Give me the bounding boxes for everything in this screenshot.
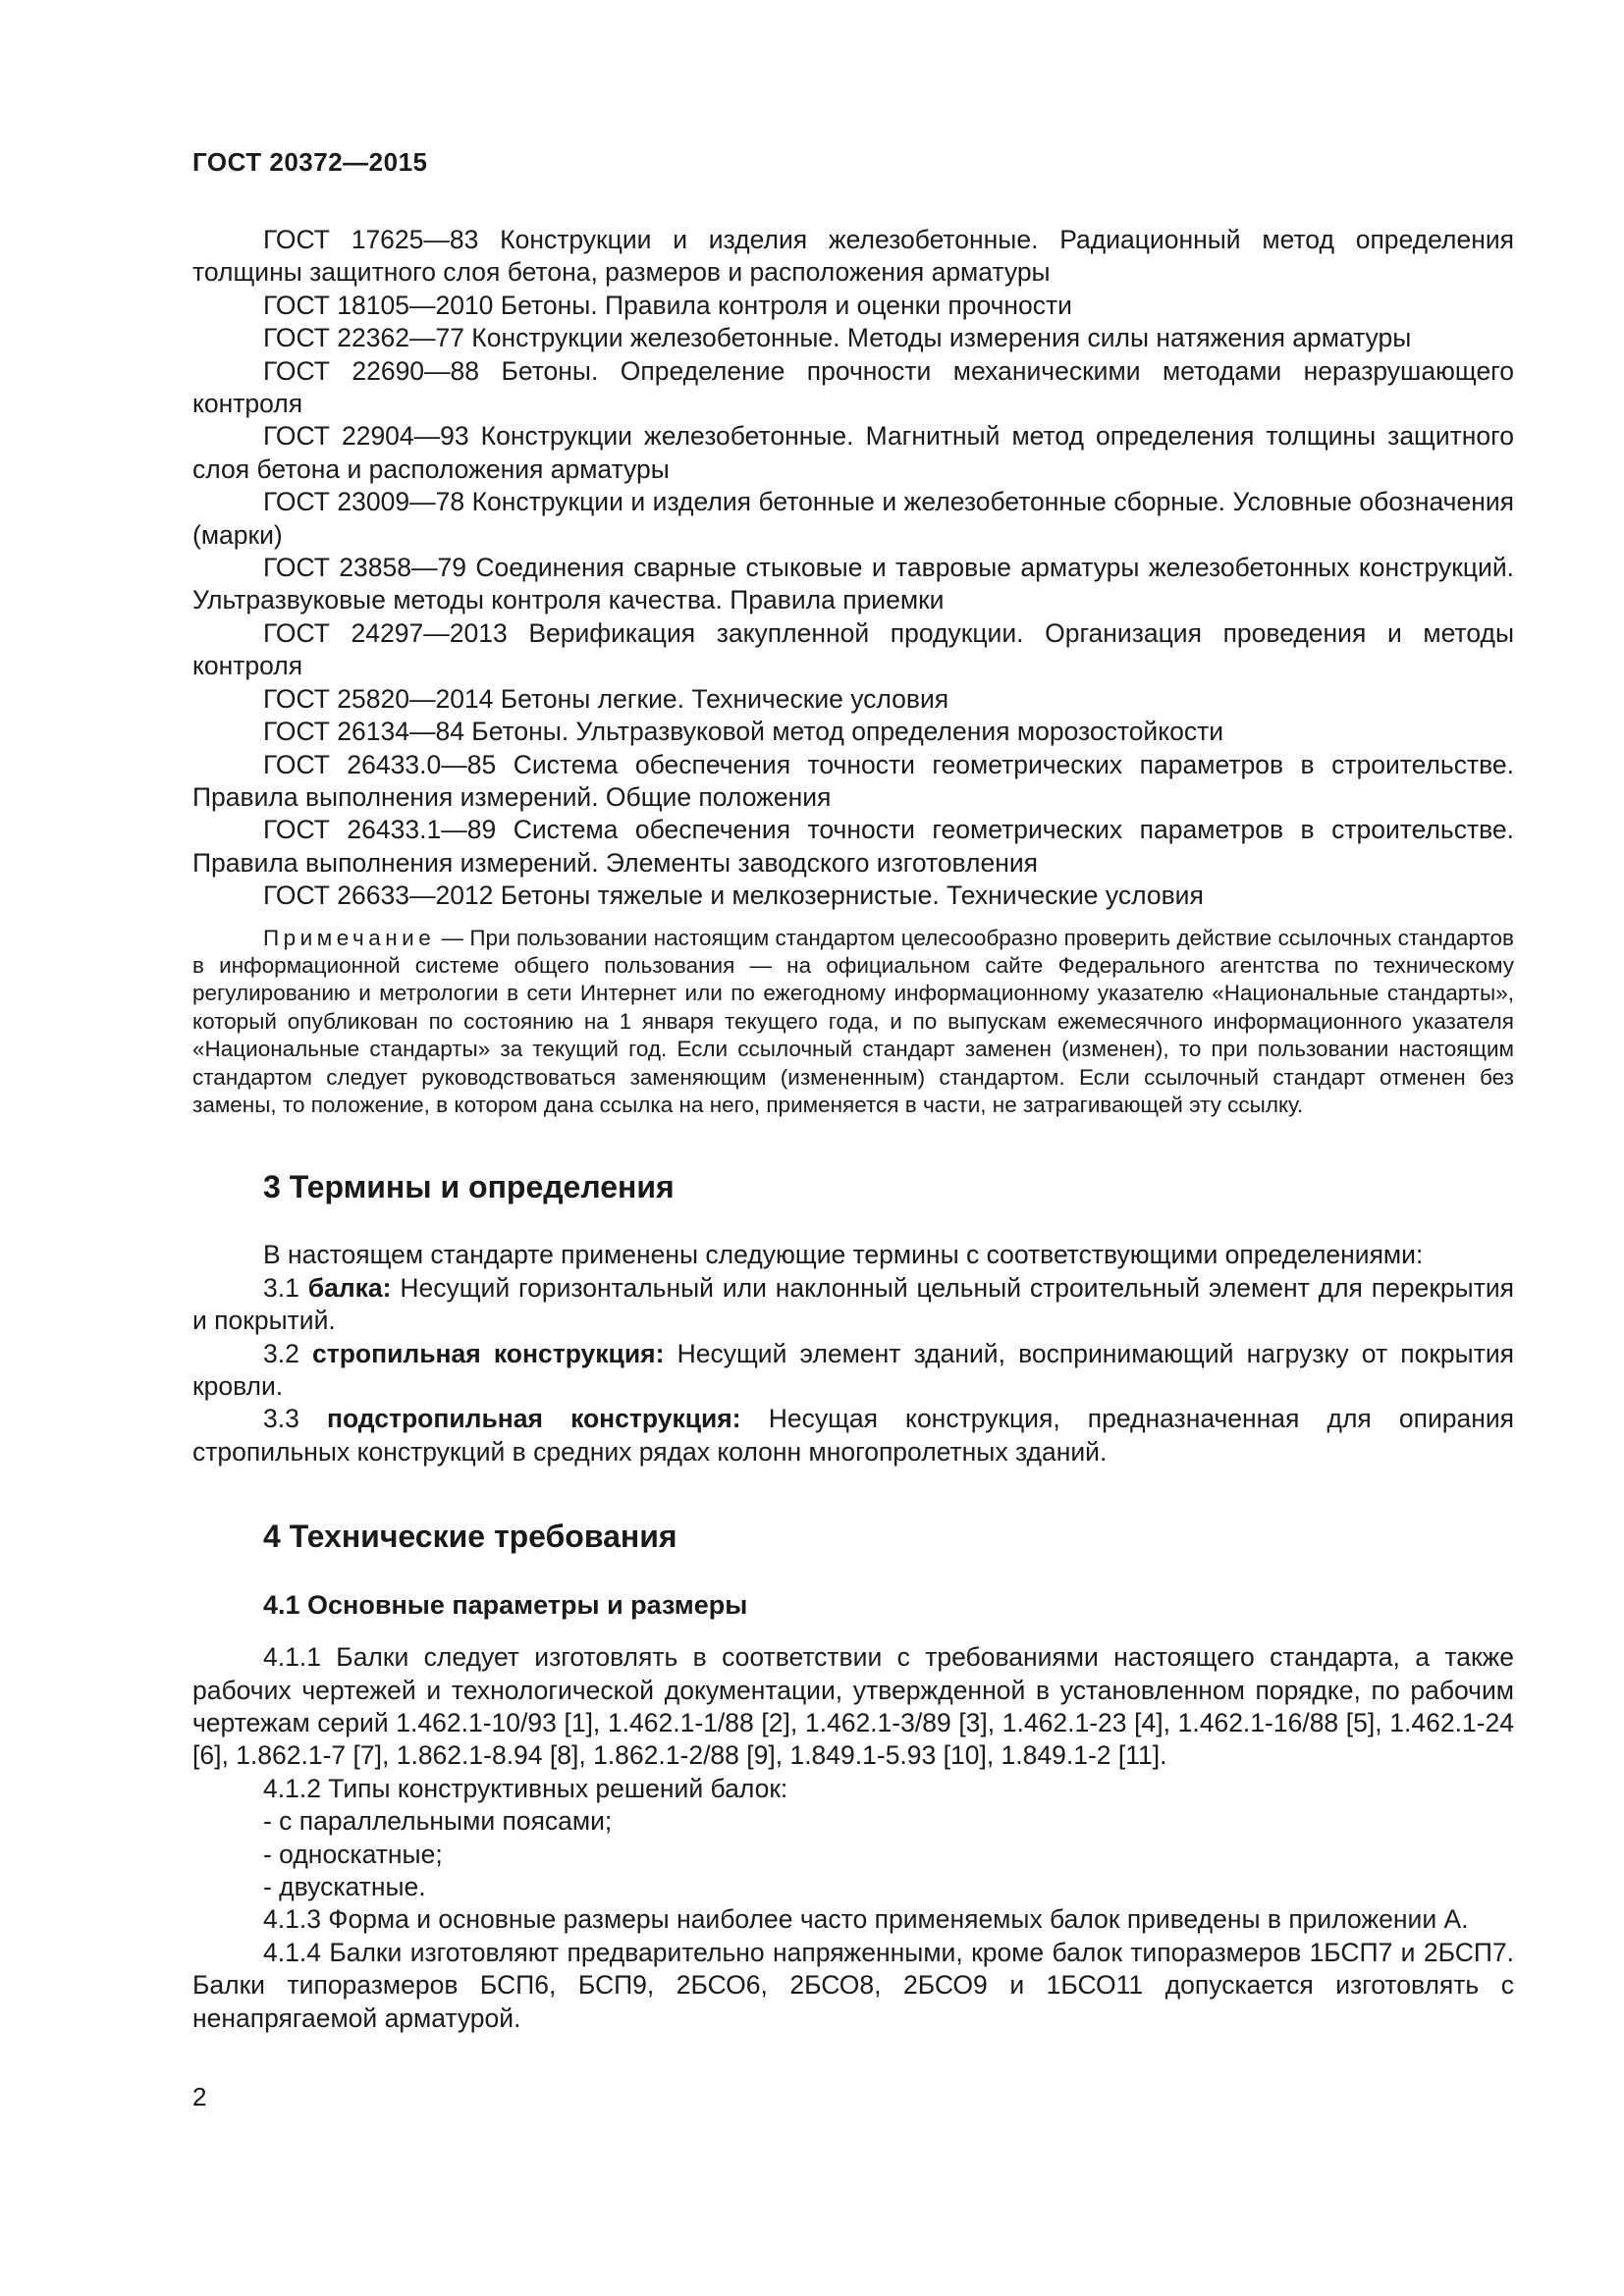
term-definition xyxy=(192,1272,1514,1338)
term-name: стропильная конструкция: xyxy=(312,1338,665,1368)
term-text: Несущая конструкция, предназначенная для опирания стропильных конструкций в средних рядах колонн многопролетных зданий. xyxy=(192,1404,1515,1467)
reference-item: ГОСТ 22690—88 Бетоны. Определение прочности механическими методами неразрушающего контроля xyxy=(192,355,1514,419)
clause-4-1-4: 4.1.4 Балки изготовляют предварительно напряженными, кроме балок типоразмеров 1БСП7 и 2БСП7. Балки типоразмеров БСП6, БСП9, 2БСО6, 2БСО8, 2БСО9 и 1БСО11 допускается изготовлять с ненапрягаемой арматурой. xyxy=(192,1937,1514,2033)
reference-item: ГОСТ 26633—2012 Бетоны тяжелые и мелкозернистые. Технические условия xyxy=(263,881,1204,911)
term-name: балка: xyxy=(307,1272,392,1303)
beam-type-item: - односкатные; xyxy=(263,1839,443,1869)
section-3-intro: В настоящем стандарте применены следующие термины с соответствующими определениями: xyxy=(263,1240,1424,1270)
term-number: 3.3 xyxy=(263,1404,327,1434)
reference-item: ГОСТ 23858—79 Соединения сварные стыковые и тавровые арматуры железобетонных конструкций. Ультразвуковые методы контроля качества. Правила приемки xyxy=(192,553,1514,615)
document-body xyxy=(192,224,1514,2035)
term-text: Несущий горизонтальный или наклонный цельный строительный элемент для перекрытия и покрытий. xyxy=(192,1272,1514,1336)
beam-type-item: - двускатные. xyxy=(263,1872,426,1902)
page-number: 2 xyxy=(192,2082,207,2111)
reference-item: ГОСТ 26134—84 Бетоны. Ультразвуковой метод определения морозостойкости xyxy=(263,717,1224,747)
clause-4-1-1: 4.1.1 Балки следует изготовлять в соответствии с требованиями настоящего стандарта, а также рабочих чертежей и технологической документации, утвержденной в установленном порядке, по рабочим чертежам серий 1.462.1-10/93 [1], 1.462.1-1/88 [2], 1.462.1-3/89 [3], 1.462.1-23 [4], 1.462.1-16/88 [5], 1.462.1-24 [6], 1.862.1-7 [7], 1.862.1-8.94 [8], 1.862.1-2/88 [9], 1.849.1-5.93 [10], 1.849.1-2 [11]. xyxy=(192,1642,1514,1771)
clause-4-1-2: 4.1.2 Типы конструктивных решений балок: xyxy=(263,1773,788,1803)
beam-type-item: - с параллельными поясами; xyxy=(263,1806,613,1837)
term-definition xyxy=(192,1338,1514,1404)
document-header: ГОСТ 20372—2015 xyxy=(192,147,428,177)
term-definition xyxy=(192,1403,1514,1468)
reference-item: ГОСТ 25820—2014 Бетоны легкие. Технические условия xyxy=(263,683,949,714)
reference-item: ГОСТ 22904—93 Конструкции железобетонные. Магнитный метод определения толщины защитного слоя бетона и расположения арматуры xyxy=(192,421,1514,484)
term-name: подстропильная конструкция: xyxy=(326,1404,741,1434)
reference-item: ГОСТ 18105—2010 Бетоны. Правила контроля и оценки прочности xyxy=(263,290,1072,320)
term-number: 3.2 xyxy=(263,1338,313,1368)
term-text: Несущий элемент зданий, воспринимающий нагрузку от покрытия кровли. xyxy=(192,1338,1515,1401)
section-3-title: 3 Термины и определения xyxy=(263,1169,675,1205)
section-4-title: 4 Технические требования xyxy=(263,1519,677,1555)
reference-item: ГОСТ 17625—83 Конструкции и изделия железобетонные. Радиационный метод определения толщины защитного слоя бетона, размеров и расположения арматуры xyxy=(192,225,1514,288)
reference-item: ГОСТ 24297—2013 Верификация закупленной продукции. Организация проведения и методы контроля xyxy=(192,617,1514,681)
reference-item: ГОСТ 26433.1—89 Система обеспечения точности геометрических параметров в строительстве. Правила выполнения измерений. Элементы заводского изготовления xyxy=(192,815,1514,878)
normative-references-list xyxy=(192,224,1514,913)
references-note xyxy=(192,925,1514,1120)
reference-item: ГОСТ 26433.0—85 Система обеспечения точности геометрических параметров в строительстве. Правила выполнения измерений. Общие положения xyxy=(192,749,1514,812)
note-label: Примечание xyxy=(263,925,436,950)
term-number: 3.1 xyxy=(263,1272,308,1303)
reference-item: ГОСТ 23009—78 Конструкции и изделия бетонные и железобетонные сборные. Условные обозначения (марки) xyxy=(192,487,1514,550)
reference-item: ГОСТ 22362—77 Конструкции железобетонные. Методы измерения силы натяжения арматуры xyxy=(263,323,1412,353)
note-text: — При пользовании настоящим стандартом целесообразно проверить действие ссылочных стандартов в информационной системе общего пользования — на официальном сайте Федерального агентства по техническому регулированию и метрологии в сети Интернет или по ежегодному информационному указателю «Национальные стандарты», который опубликован по состоянию на 1 января текущего года, и по выпускам ежемесячного информационного указателя «Национальные стандарты» за текущий год. Если ссылочный стандарт заменен (изменен), то при пользовании настоящим стандартом следует руководствоваться заменяющим (измененным) стандартом. Если ссылочный стандарт отменен без замены, то положение, в котором дана ссылка на него, применяется в части, не затрагивающей эту ссылку. xyxy=(192,925,1514,1117)
clause-4-1-3: 4.1.3 Форма и основные размеры наиболее часто применяемых балок приведены в приложении А. xyxy=(263,1904,1469,1935)
subsection-4-1-title: 4.1 Основные параметры и размеры xyxy=(263,1590,748,1621)
